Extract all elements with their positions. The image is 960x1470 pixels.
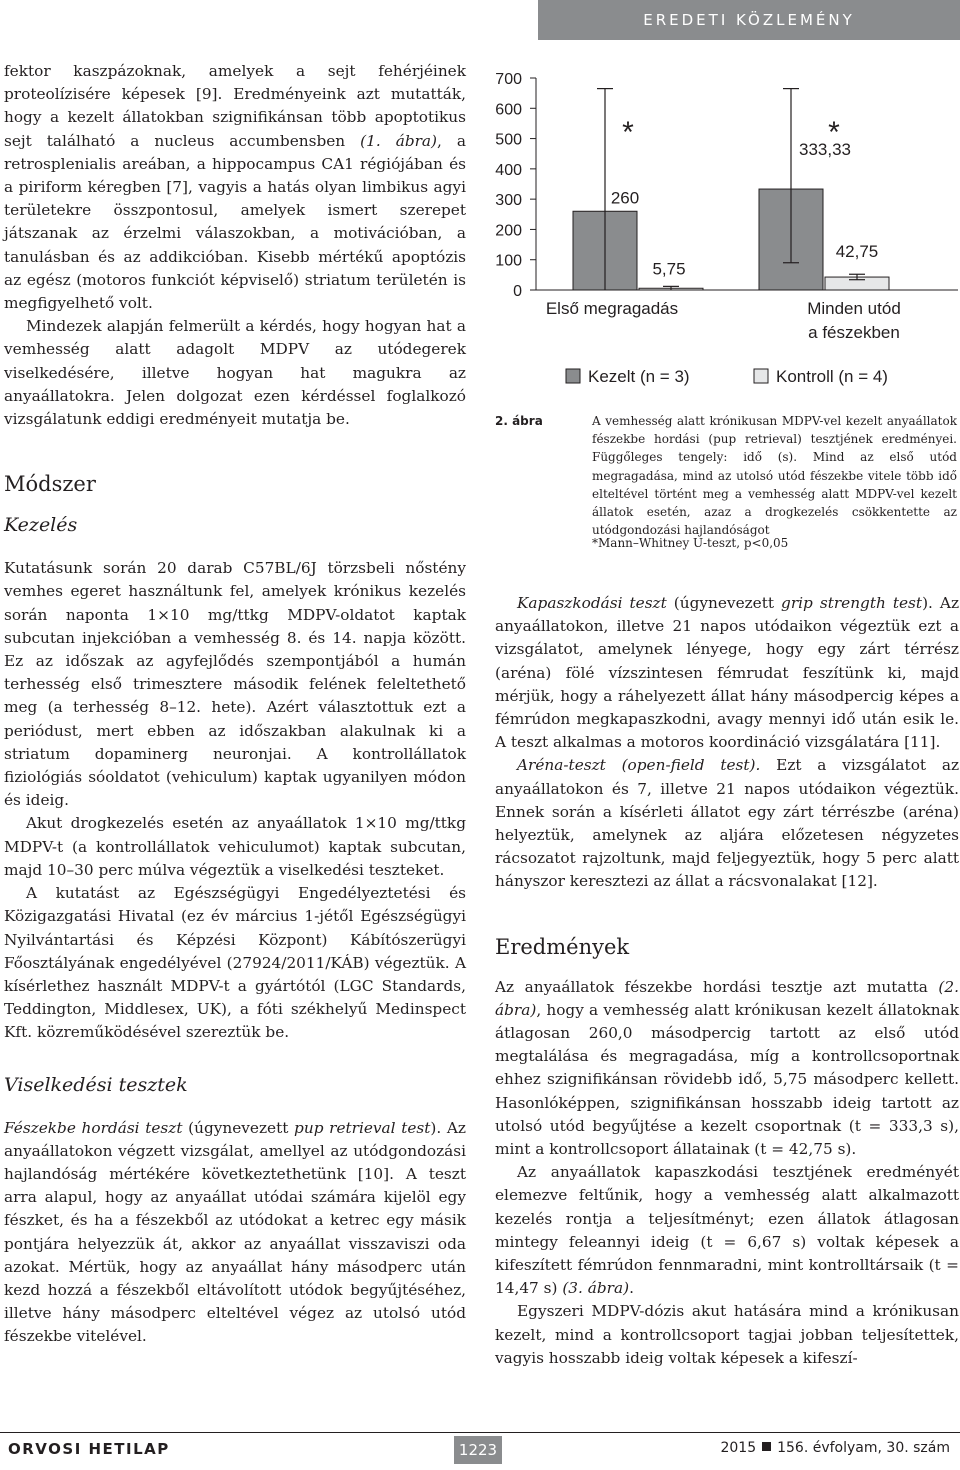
section-heading-eredmenyek: Eredmények [495, 934, 630, 959]
legend-label: Kontroll (n = 4) [776, 367, 888, 386]
figure-label: 2. ábra [495, 414, 543, 428]
y-tick-label: 500 [495, 131, 522, 149]
year: 2015 [720, 1440, 757, 1456]
page-footer [0, 1432, 960, 1470]
y-tick-label: 400 [495, 161, 522, 179]
paragraph: Az anyaállatok fészekbe hordási tesztje azt mutatta (2. ábra), hogy a vemhesség alatt krónikusan kezelt állatoknak átlagosan 260,0 másodpercig tartott az első utód megtalálása és megragadása, míg a kontrollcsoportnak ehhez szignifikánsan rövidebb idő, 5,75 másodperc kellett. Hasonlóképpen, szignifikánsan hosszabb ideig tartott az utolsó utód begyűjtése a kezelt csoportnak (t = 333,3 s), mint a kontrollcsoport állatainak (t = 42,75 s). [495, 977, 959, 1159]
paragraph: Aréna-teszt (open-field test). Ezt a vizsgálatot az anyaállatokon és 7, illetve 21 napos utódaikon végeztük. Ennek során a kísérleti állatot egy zárt térrészbe (aréna) helyeztük, amelynek az aljára előzetesen négyzetes rácsozatot rajzoltunk, majd feljegyeztük, hogy 5 perc alatt hányszor keresztezi az állat a rácsvonalakat [12]. [495, 756, 960, 891]
page-number: 1223 [454, 1436, 502, 1464]
footer-rule [0, 1432, 960, 1433]
issue-info [720, 1440, 950, 1456]
paragraph: Egyszeri MDPV-dózis akut hatására mind a krónikusan kezelt, mind a kontrollcsoport tagjai jobban teljesítettek, vagyis hosszabb ideig voltak képesek a kifeszí- [495, 1302, 959, 1367]
section-label: EREDETI KÖZLEMÉNY [538, 0, 960, 40]
significance-marker: * [828, 116, 840, 149]
paragraph: fektor kaszpázoknak, amelyek a sejt fehérjéinek proteolízisére képesek [9]. Eredményeink azt mutatták, hogy a kezelt állatokban szignifikánsan több apoptotikus sejt található a nucleus accumbensben (1. ábra), a retrosplenialis areában, a hippocampus CA1 régiójában és a piriform kéregben [7], vagyis a hatás olyan limbikus agyi területekre összpontosul, amelyek ismert szerepet játszanak az érzelmi válaszokban, a motivációban, a tanulásban és az addikcióban. Kisebb mértékű apoptózis az egész (motoros funkciót képviselő) striatum területén is megfigyelhető volt. [4, 62, 466, 313]
legend-label: Kezelt (n = 3) [588, 367, 690, 386]
legend-swatch [566, 369, 580, 383]
paragraph: A kutatást az Egészségügyi Engedélyeztetési és Közigazgatási Hivatal (ez év március 1-jétől Egészségügyi Nyilvántartási és Képzési Központ) Kábítószerügyi Főosztályának engedélyével (27924/2011/KÁB) végeztük. A kísérlethez használt MDPV-t a gyártótól (LGC Standards, Teddington, Middlesex, UK), a fóti székhelyű Medinspect Kft. közreműködésével szereztük be. [4, 884, 466, 1042]
x-category-label: Első megragadás [545, 299, 679, 318]
paragraph: Kapaszkodási teszt (úgynevezett grip strength test). Az anyaállatokon, illetve 21 napos utódaikon végeztük ezt a vizsgálatot, amelynek lényege, hogy egy zárt térrész (aréna) fölé vízszintesen fémrudat feszítünk ki, majd mérjük, hogy a ráhelyezett állat hány másodpercig képes a fémrúdon megkapaszkodni, avagy mennyi idő után esik le. A teszt alkalmas a motoros koordináció vizsgálatára [11]. [495, 594, 960, 752]
bar-chart [488, 64, 960, 404]
page-header [0, 0, 960, 42]
figure-note: *Mann–Whitney U-teszt, p<0,05 [592, 536, 789, 550]
subheading-kezeles: Kezelés [4, 514, 78, 537]
left-column [4, 60, 466, 1349]
right-column [495, 592, 959, 1370]
volume: 156. évfolyam, 30. szám [777, 1440, 950, 1456]
paragraph: Az anyaállatok kapaszkodási tesztjének eredményét elemezve feltűnik, hogy a vemhesség alatt alkalmazott kezelés rontja a teljesítményt; ezen állatok átlagosan mintegy feleannyi ideig (t = 6,67 s) voltak képesek a kifeszített fémrúdon fennmaradni, mint kontrolltársaik (t = 14,47 s) (3. ábra). [495, 1163, 959, 1298]
paragraph: Mindezek alapján felmerült a kérdés, hogy hogyan hat a vemhesség alatt adagolt MDPV az utódegerek viselkedésére, illetve hogyan hat magukra az anyaállatokra. Jelen dolgozat ezen kérdéssel foglalkozó vizsgálatunk eddigi eredményeit mutatja be. [4, 317, 466, 429]
paragraph: Akut drogkezelés esetén az anyaállatok 1×10 mg/ttkg MDPV-t (a kontrollállatok vehiculumot) kaptak subcutan, majd 10–30 perc múlva végeztük a viselkedési teszteket. [4, 814, 466, 879]
paragraph: Fészekbe hordási teszt (úgynevezett pup retrieval test). Az anyaállatokon végzett vizsgálat, amellyel az utódgondozási hajlandóság mértékére következtethetünk [10]. A teszt arra alapul, hogy az anyaállat utódai számára kijelöl egy fészket, és ha a fészekből az utódokat a ketrec egy másik pontjára helyezzük át, akkor az anyaállat visszaviszi oda azokat. Mértük, hogy az anyaállat hány másodperc után kezd hozzá a fészekből eltávolított utódok begyűjtéséhez, illetve hány másodperc elteltével végez az utolsó utód fészekbe vitelével. [4, 1118, 466, 1346]
figure-ref[interactable]: (3. ábra) [562, 1279, 630, 1298]
paragraph: Kutatásunk során 20 darab C57BL/6J törzsbeli nőstény vemhes egeret használtunk fel, amelyek krónikus kezelés során naponta 1×10 mg/ttkg MDPV-oldatot kaptak subcutan injekcióban a vemhesség 8. és 14. napja között. Ez az időszak az agyfejlődés szempontjából a humán terhesség első trimesztere második felének feleltethető meg (a terhesség 8–12. hete). Azért választottuk ezt a periódust, mert ebben az időszakban alakulnak ki a striatum dopaminerg neuronjai. A kontrollállatok fiziológiás sóoldatot (vehiculum) kaptak ugyanilyen módon és ideig. [4, 559, 466, 810]
y-tick-label: 100 [495, 252, 522, 270]
square-bullet-icon [762, 1442, 771, 1451]
figure-ref[interactable]: (2. ábra) [495, 977, 959, 1019]
data-label: 333,33 [799, 140, 851, 160]
subheading-viselkedesi: Viselkedési tesztek [4, 1073, 188, 1096]
data-label: 5,75 [652, 259, 686, 279]
data-label: 260 [610, 188, 640, 208]
section-heading-modszer: Módszer [4, 472, 96, 497]
figure-ref[interactable]: (1. ábra) [360, 131, 438, 150]
legend-swatch [754, 369, 768, 383]
y-tick-label: 700 [495, 71, 522, 88]
x-category-label: a fészekben [808, 323, 900, 342]
y-tick-label: 0 [513, 283, 522, 300]
significance-marker: * [622, 116, 634, 149]
y-tick-label: 300 [495, 192, 522, 210]
y-tick-label: 200 [495, 222, 522, 240]
journal-name: ORVOSI HETILAP [8, 1440, 170, 1458]
data-label: 42,75 [835, 242, 879, 262]
x-category-label: Minden utód [807, 299, 901, 318]
figure-caption: A vemhesség alatt krónikusan MDPV-vel kezelt anyaállatok fészekbe hordási (pup retrieval) tesztjének eredményei. Függőleges tengely: idő (s). Mind az első utód megragadása, mind az utolsó utód fészekbe vitele több idő elteltével történt meg a vemhesség alatt MDPV-vel kezelt állatok esetén, azaz a drogkezelés csökkentette az utódgondozási hajlandóságot [592, 414, 957, 538]
y-tick-label: 600 [495, 101, 522, 119]
